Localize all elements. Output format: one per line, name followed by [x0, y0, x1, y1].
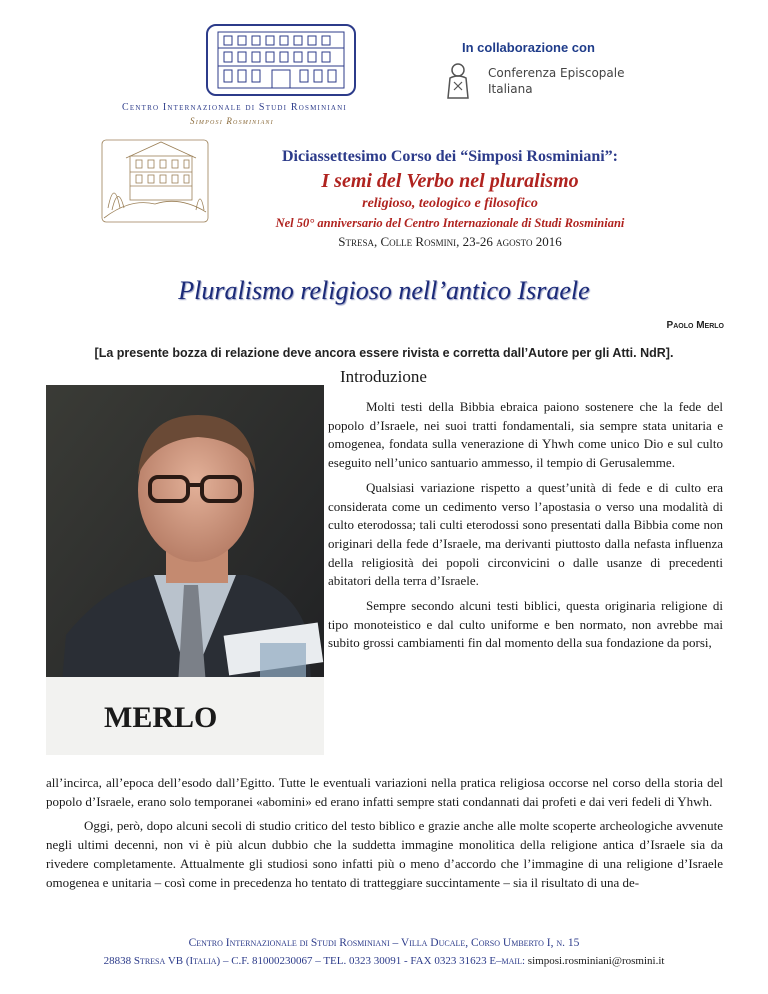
institution-name: Centro Internazionale di Studi Rosminiani	[122, 102, 347, 113]
course-main-title: I semi del Verbo nel pluralismo	[321, 170, 579, 192]
section-heading: Introduzione	[340, 367, 427, 386]
paper-title: Pluralismo religioso nell’antico Israele	[178, 276, 590, 305]
villa-sketch-image	[100, 138, 210, 224]
nameplate-text: MERLO	[104, 701, 218, 734]
place-date: Stresa, Colle Rosmini, 23-26 agosto 2016	[338, 234, 562, 249]
course-subtitle: religioso, teologico e filosofico	[362, 196, 538, 211]
building-illustration	[208, 26, 354, 94]
paragraph-4: Oggi, però, dopo alcuni secoli di studio critico del testo biblico e grazie anche alle molte scoperte archeologiche avvenute negli ultimi decenni, non vi è più alcun dubbio che la suddetta immagine monolitica della religione antica d’Israele sia da rivedere completamente. Attualmente gli studiosi sono infatti più o meno d’accordo che l’immagine di una religione d’Israele omogenea e unitaria – così come in precedenza ho tentato di tratteggiare succintamente – sia il risultato di una de-	[46, 818, 723, 890]
anniversary-line: Nel 50° anniversario del Centro Internazionale di Studi Rosminiani	[275, 216, 625, 230]
footer-contacts	[0, 955, 768, 967]
footer-email-link[interactable]: simposi.rosminiani@rosmini.it	[527, 955, 665, 967]
footer-contact-info: 28838 Stresa VB (Italia) – C.F. 81000230067 – TEL. 0323 30091 - FAX 0323 31623 E–mail:	[103, 955, 526, 967]
author-name: Paolo Merlo	[666, 320, 724, 331]
partner-name-line1: Conferenza Episcopale	[488, 66, 625, 80]
column-text	[328, 398, 723, 653]
cei-logo-icon	[440, 60, 476, 102]
full-width-text	[46, 774, 723, 892]
speaker-photo	[46, 385, 324, 755]
paragraph-1: Molti testi della Bibbia ebraica paiono sostenere che la fede del popolo d’Israele, nei suoi tratti fondamentali, sia sempre stata unitaria e omogenea, fondata sulla venerazione di Yhwh come unico Dio e sul culto eseguito nell’unico santuario ammesso, il tempio di Gerusalemme.	[328, 399, 723, 471]
partner-name-line2: Italiana	[488, 82, 533, 96]
paragraph-3-continued: all’incirca, all’epoca dell’esodo dall’Egitto. Tutte le eventuali variazioni nella pratica religiosa occorse nel corso della storia del popolo d’Israele, erano solo temporanei «abomini» ed erano infatti sempre stati condannati dai profeti e dai veri fedeli di Yhwh.	[46, 775, 723, 809]
collaboration-label: In collaborazione con	[462, 40, 595, 55]
institution-subtitle: Simposi Rosminiani	[190, 116, 274, 126]
draft-note: [La presente bozza di relazione deve ancora essere rivista e corretta dall’Autore per gli Atti. NdR].	[94, 346, 674, 360]
centro-logo	[206, 24, 356, 96]
footer-address: Centro Internazionale di Studi Rosminiani – Villa Ducale, Corso Umberto I, n. 15	[188, 937, 580, 949]
paragraph-3-start: Sempre secondo alcuni testi biblici, questa originaria religione di tipo monoteistico e dal culto uniforme e ben normato, non avrebbe mai subito grossi cambiamenti fin dal momento della sua fondazione da porsi,	[328, 598, 723, 651]
course-title: Diciassettesimo Corso dei “Simposi Rosminiani”:	[282, 148, 618, 165]
paragraph-2: Qualsiasi variazione rispetto a quest’unità di fede e di culto era considerata come un cedimento verso l’apostasia o verso una modalità di culto eterodossa; tali culti eterodossi sono presentati dalla Bibbia come non originari della fede d’Israele, ma derivanti piuttosto dalla nefasta influenza della religiosità dei popoli circonvicini o dalle usanze di precedenti abitatori della terra d’Israele.	[328, 479, 723, 589]
